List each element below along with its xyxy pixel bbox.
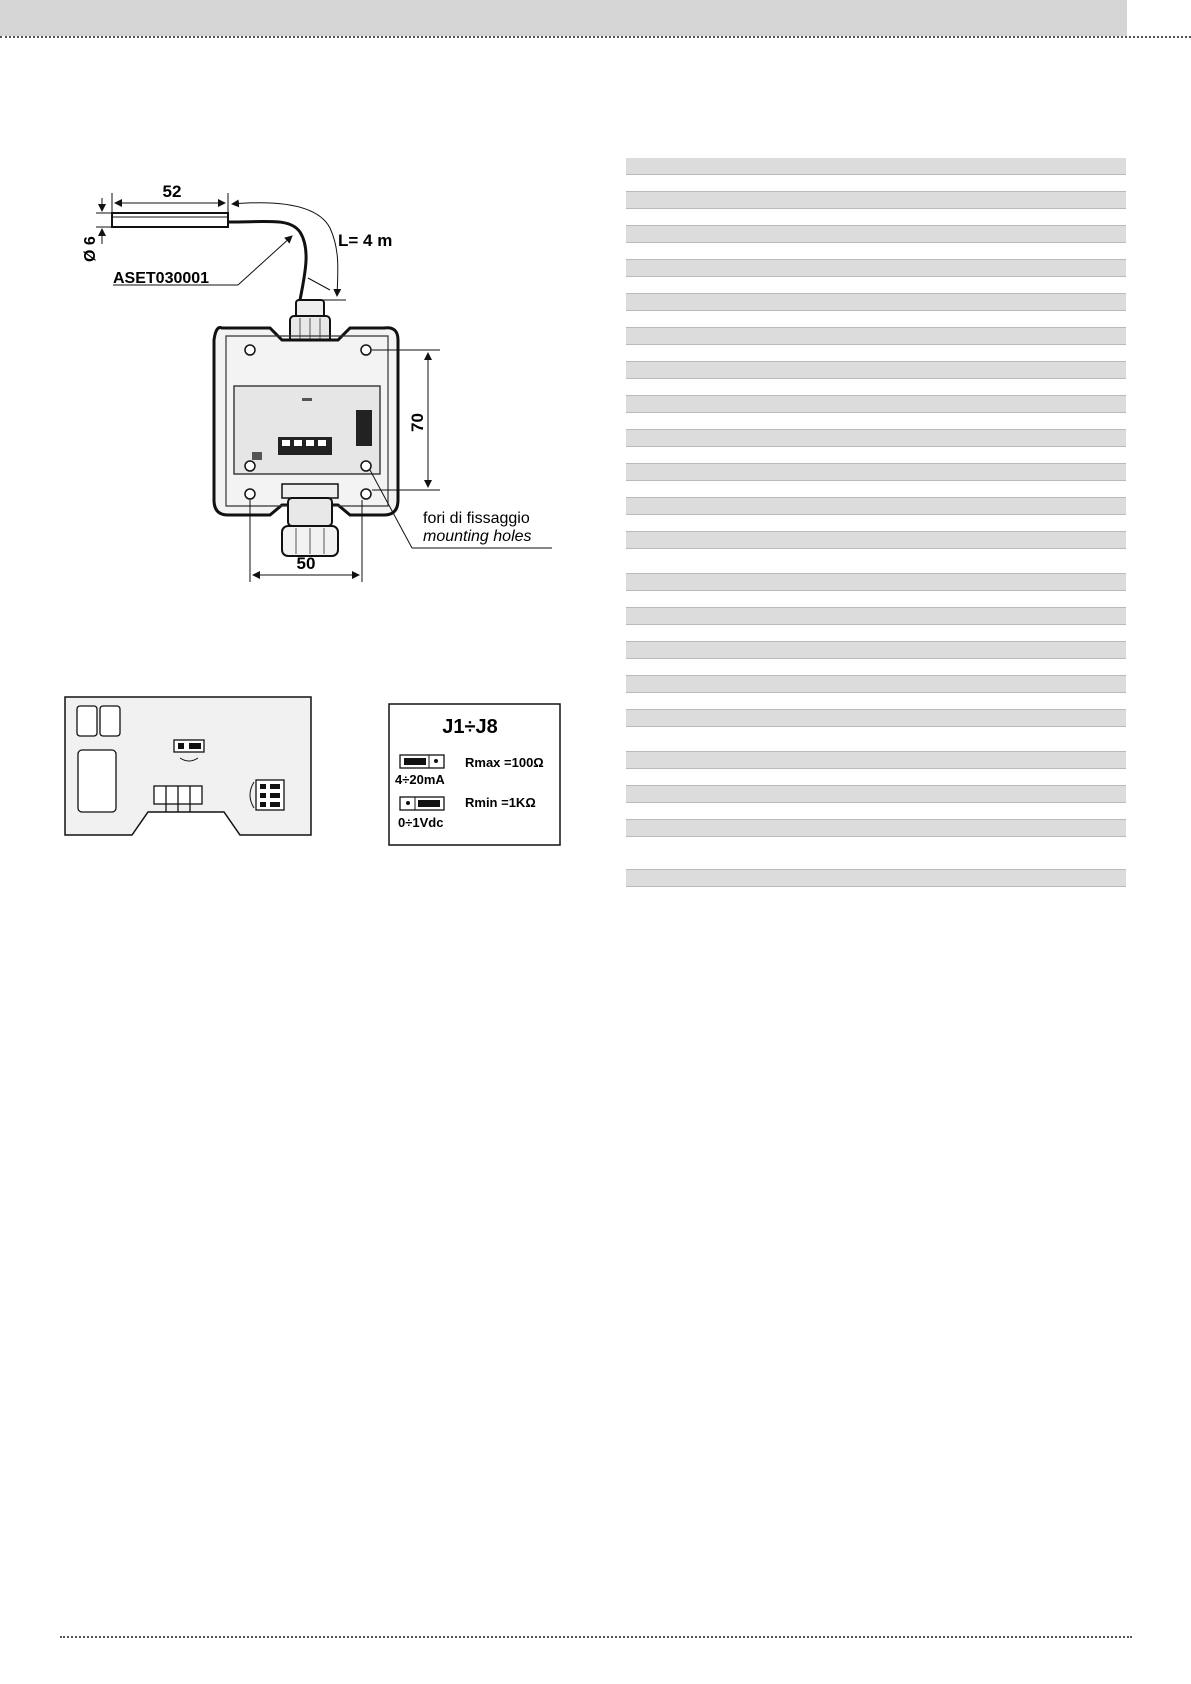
cable-length-label: L= 4 m — [338, 231, 393, 250]
spec-table-row — [626, 243, 1126, 260]
spec-table-row — [626, 498, 1126, 515]
spec-table-row — [626, 710, 1126, 727]
probe-code-callout — [113, 236, 292, 287]
spec-table-row — [626, 574, 1126, 591]
spec-table-row — [626, 837, 1126, 870]
spec-table-row — [626, 752, 1126, 769]
spec-table-row — [626, 192, 1126, 209]
spec-table-row — [626, 515, 1126, 532]
spec-table — [626, 158, 1126, 887]
dim-70-label: 70 — [408, 413, 427, 432]
spec-table-row — [626, 447, 1126, 464]
dim-52-label: 52 — [162, 182, 182, 201]
enclosure-box — [214, 300, 398, 556]
spec-table-row — [626, 277, 1126, 294]
spec-table-row — [626, 481, 1126, 498]
footer-dotted-rule — [60, 1636, 1132, 1638]
spec-table-row — [626, 769, 1126, 786]
spec-table-row — [626, 294, 1126, 311]
spec-table-row — [626, 464, 1126, 481]
spec-table-row — [626, 659, 1126, 676]
spec-table-row — [626, 413, 1126, 430]
spec-table-row — [626, 870, 1126, 887]
jumper-voltage-resistance: Rmin =1KΩ — [465, 795, 536, 810]
spec-table-row — [626, 608, 1126, 625]
spec-table-row — [626, 209, 1126, 226]
spec-table-row — [626, 379, 1126, 396]
jumper-current-label: 4÷20mA — [395, 772, 445, 787]
dim-diameter-label: Ø 6 — [82, 236, 99, 262]
spec-table-row — [626, 345, 1126, 362]
spec-table-row — [626, 676, 1126, 693]
dimension-cable-length — [232, 203, 392, 300]
spec-table-row — [626, 625, 1126, 642]
spec-table-row — [626, 532, 1126, 549]
spec-table-row — [626, 311, 1126, 328]
spec-table-row — [626, 803, 1126, 820]
jumper-title: J1÷J8 — [442, 716, 498, 738]
jumper-legend-box — [389, 704, 560, 845]
spec-table-row — [626, 549, 1126, 574]
jumper-current-resistance: Rmax =100Ω — [465, 755, 544, 770]
spec-table-row — [626, 430, 1126, 447]
jumper-voltage-label: 0÷1Vdc — [398, 815, 444, 830]
pcb-layout-drawing — [65, 697, 311, 835]
dimension-probe-diameter — [82, 198, 112, 262]
spec-table-row — [626, 396, 1126, 413]
spec-table-row — [626, 591, 1126, 608]
mounting-holes-en-label: mounting holes — [423, 528, 532, 545]
spec-table-row — [626, 226, 1126, 243]
spec-table-row — [626, 362, 1126, 379]
spec-table-row — [626, 642, 1126, 659]
spec-table-row — [626, 727, 1126, 752]
spec-table-row — [626, 175, 1126, 192]
spec-table-row — [626, 328, 1126, 345]
spec-table-row — [626, 260, 1126, 277]
mounting-holes-it-label: fori di fissaggio — [423, 510, 530, 527]
dim-50-label: 50 — [296, 554, 316, 573]
spec-table-row — [626, 786, 1126, 803]
dimension-probe-length — [112, 182, 228, 212]
spec-table-row — [626, 693, 1126, 710]
spec-table-row — [626, 158, 1126, 175]
probe-code-label: ASET030001 — [113, 270, 210, 287]
spec-table-row — [626, 820, 1126, 837]
